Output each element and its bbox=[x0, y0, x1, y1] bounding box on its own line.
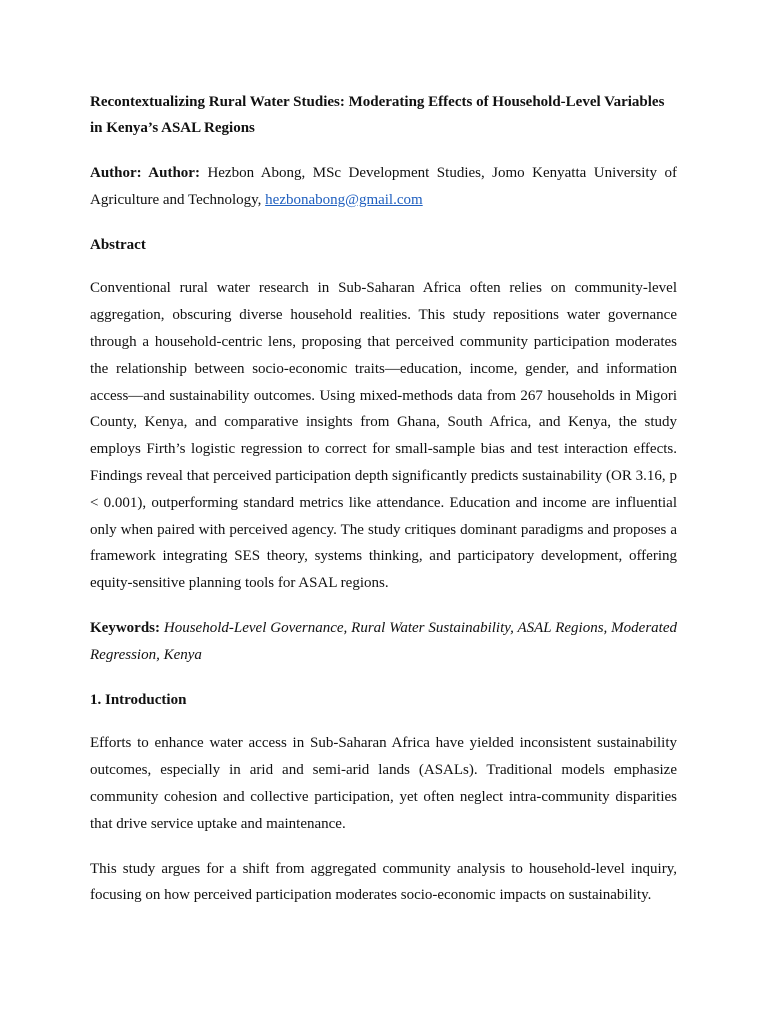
intro-paragraph-2: This study argues for a shift from aggregated community analysis to household-level inquiry, focusing on how perceived participation moderates socio-economic impacts on sustainability. bbox=[90, 860, 677, 904]
keywords-list: Household-Level Governance, Rural Water Sustainability, ASAL Regions, Moderated Regression, Kenya bbox=[90, 619, 677, 663]
abstract-text: Conventional rural water research in Sub-Saharan Africa often relies on community-level aggregation, obscuring diverse household realities. This study repositions water governance through a household-centric lens, proposing that perceived community participation moderates the relationship between socio-economic traits—education, income, gender, and information access—and sustainability outcomes. Using mixed-methods data from 267 households in Migori County, Kenya, and comparative insights from Ghana, South Africa, and Kenya, the study employs Firth’s logistic regression to correct for small-sample bias and test interaction effects. Findings reveal that perceived participation depth significantly predicts sustainability (OR 3.16, p < 0.001), outperforming standard metrics like attendance. Education and income are influential only when paired with perceived agency. The study critiques dominant paradigms and proposes a framework integrating SES theory, systems thinking, and participatory development, offering equity-sensitive planning tools for ASAL regions. bbox=[90, 280, 677, 592]
keywords-label: Keywords: bbox=[90, 619, 160, 636]
keywords-line bbox=[90, 615, 677, 669]
abstract-heading: Abstract bbox=[90, 236, 146, 253]
author-email-link[interactable]: hezbonabong@gmail.com bbox=[265, 191, 423, 208]
section-heading-introduction: 1. Introduction bbox=[90, 691, 187, 708]
paper-title: Recontextualizing Rural Water Studies: Moderating Effects of Household-Level Variables in Kenya’s ASAL Regions bbox=[90, 94, 665, 136]
author-label: Author: Author: bbox=[90, 165, 200, 181]
document-page bbox=[90, 89, 677, 927]
intro-paragraph-1: Efforts to enhance water access in Sub-Saharan Africa have yielded inconsistent sustainability outcomes, especially in arid and semi-arid lands (ASALs). Traditional models emphasize community cohesion and collective participation, yet often neglect intra-community disparities that drive service uptake and maintenance. bbox=[90, 735, 677, 832]
author-affiliation: Hezbon Abong, MSc Development Studies, Jomo Kenyatta University of Agriculture and Technology, bbox=[90, 165, 678, 208]
author-line bbox=[90, 160, 677, 214]
